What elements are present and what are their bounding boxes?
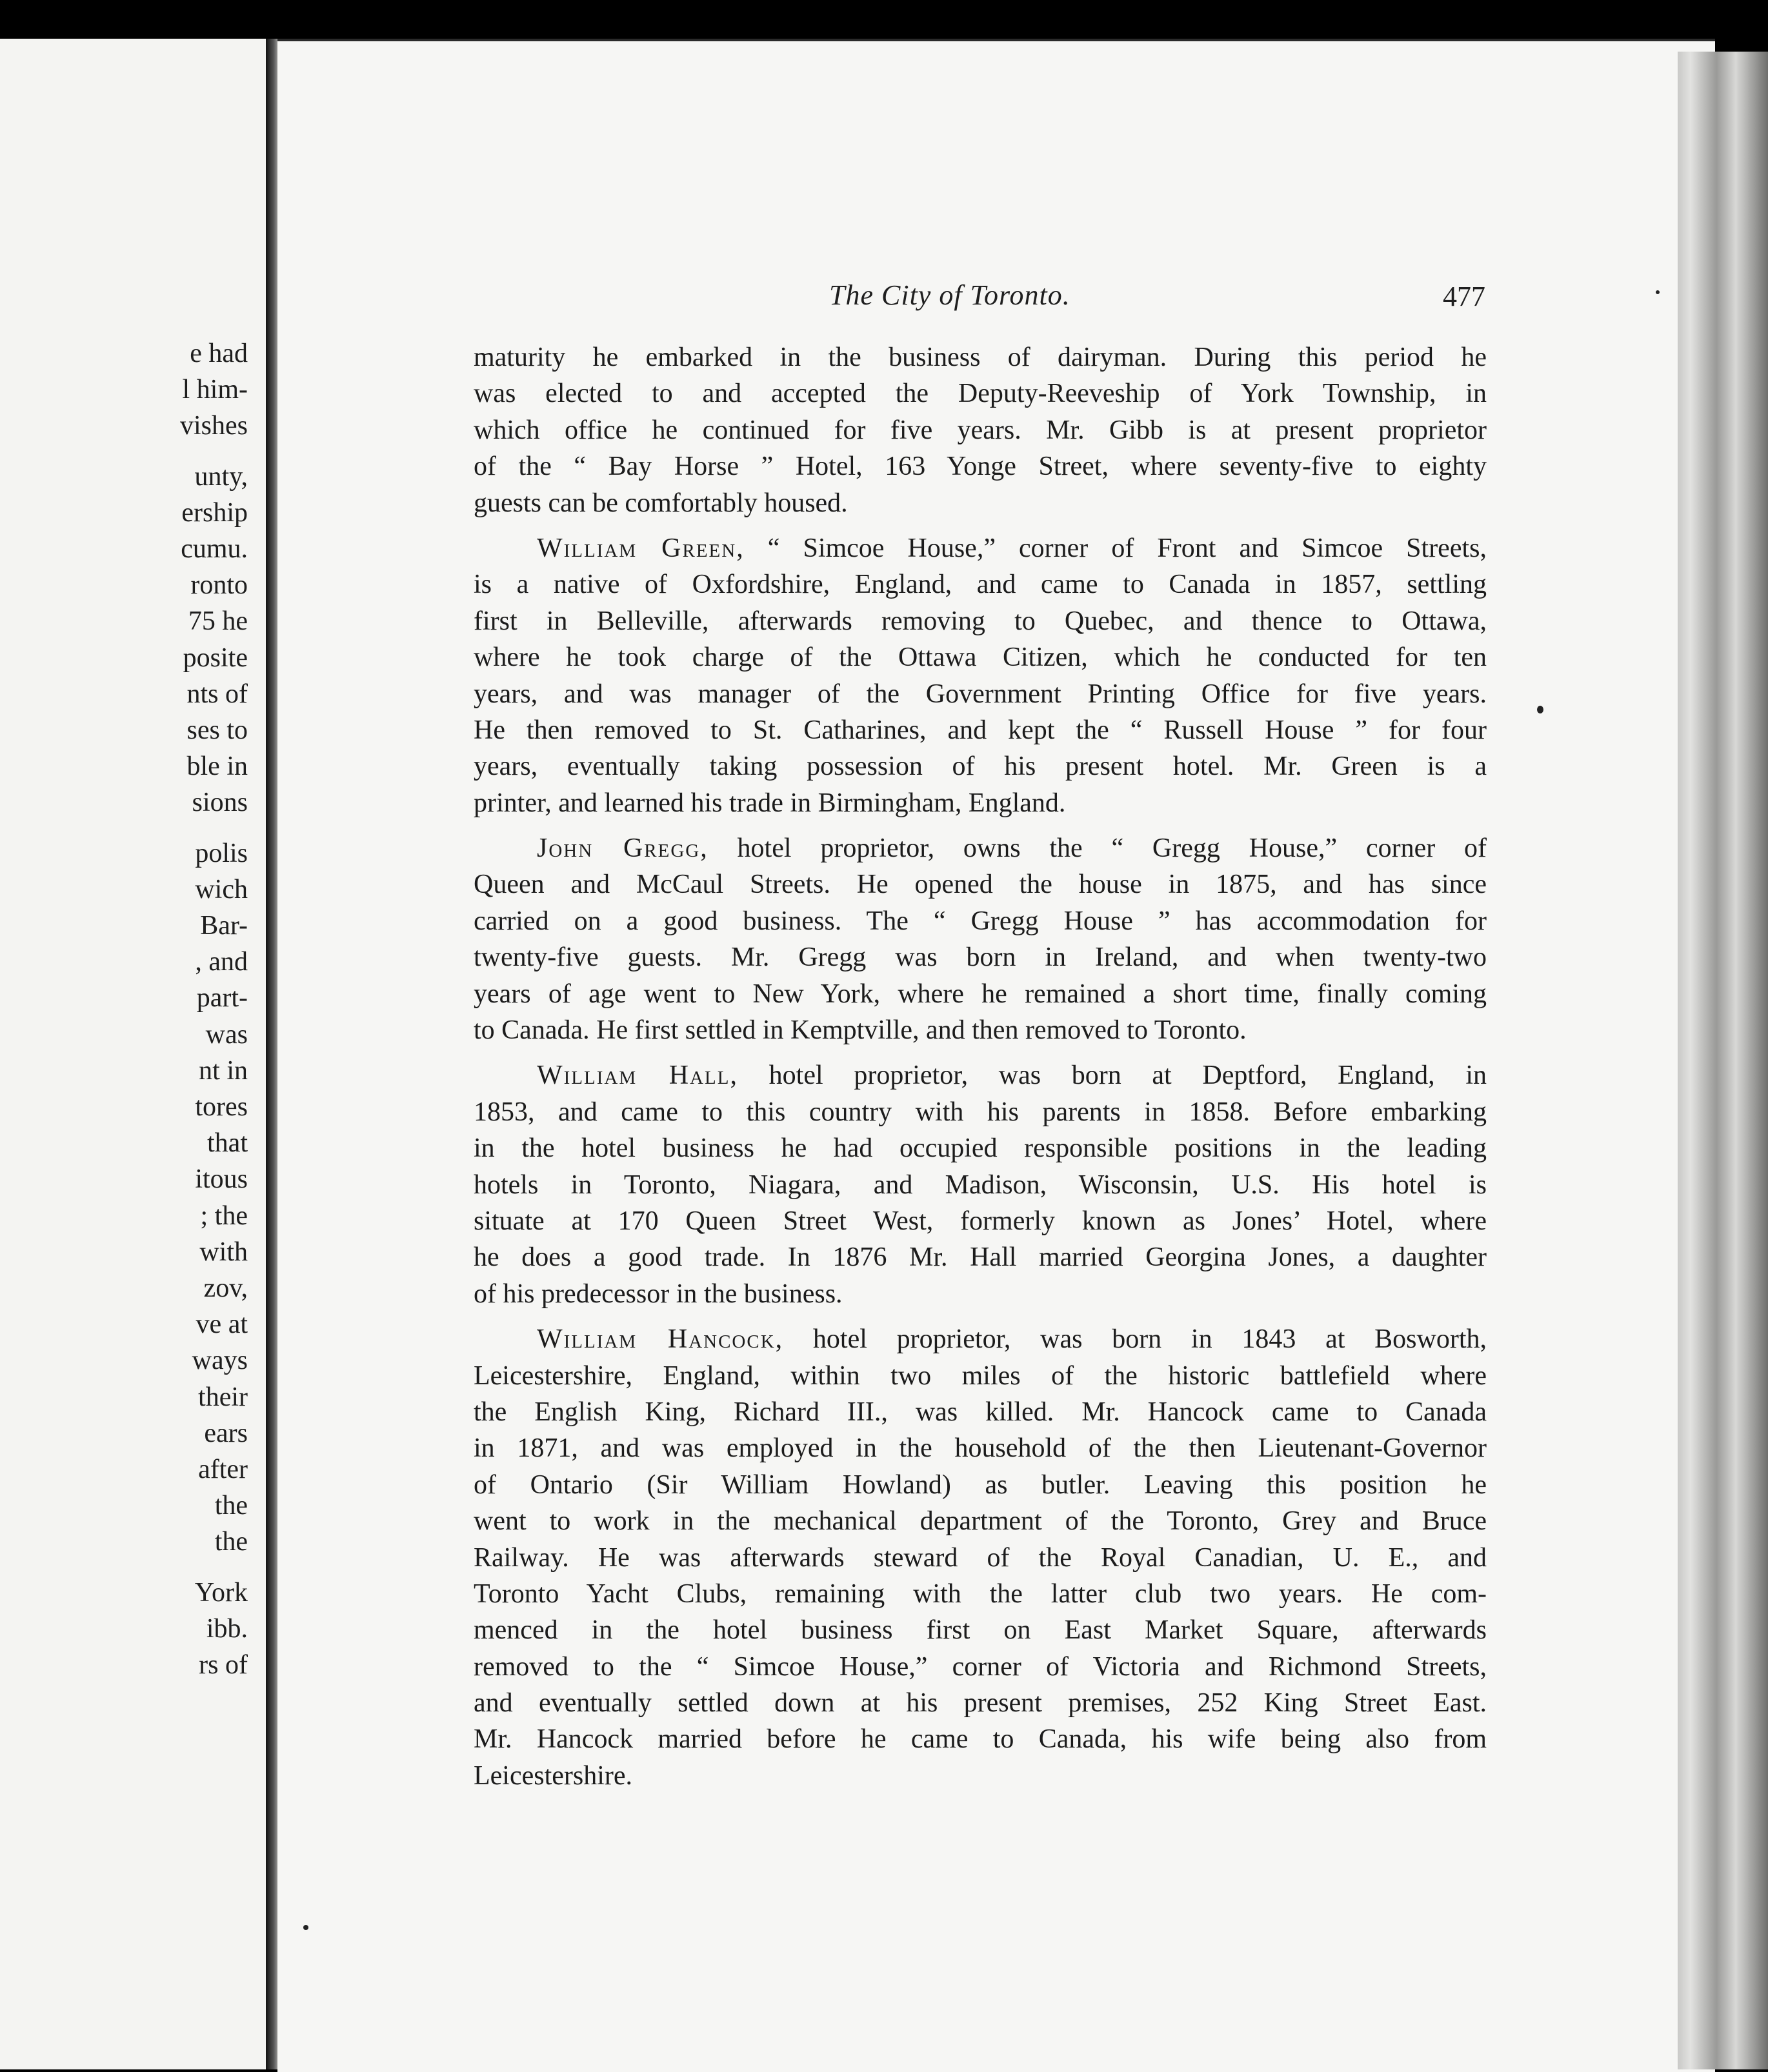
- line-text: 1853, and came to this country with his parents in 1858. Before embarking: [474, 1097, 1487, 1127]
- line-text: Mr. Hancock married before he came to Canada, his wife being also from: [474, 1724, 1487, 1755]
- line-text: Leicestershire, England, within two miles of the historic battlefield where: [474, 1360, 1487, 1391]
- paragraph: [474, 530, 1487, 821]
- line-text: hotel proprietor, owns the “ Gregg House,” corner of: [708, 833, 1487, 864]
- line-text: years, eventually taking possession of his present hotel. Mr. Green is a: [474, 752, 1487, 782]
- line-text: first in Belleville, afterwards removing to Quebec, and thence to Ottawa,: [474, 606, 1487, 636]
- facing-page-fragment: [0, 39, 270, 2069]
- paragraph: [474, 830, 1487, 1048]
- line-text: hotel proprietor, was born at Deptford, England, in: [738, 1061, 1487, 1091]
- facing-page-text-fragment: wich: [195, 874, 248, 904]
- facing-page-text-fragment: rs of: [199, 1650, 248, 1680]
- facing-page-text-fragment: cumu.: [181, 534, 248, 564]
- text-line: [474, 1612, 1487, 1648]
- text-line: [474, 448, 1487, 484]
- line-text: Queen and McCaul Streets. He opened the house in 1875, and has since: [474, 870, 1487, 900]
- facing-page-text-fragment: that: [207, 1128, 248, 1159]
- paragraph: [474, 1057, 1487, 1312]
- line-text: removed to the “ Simcoe House,” corner of Victoria and Richmond Streets,: [474, 1651, 1487, 1682]
- entry-name: William Hancock,: [537, 1324, 784, 1355]
- line-text: Toronto Yacht Clubs, remaining with the latter club two years. He com-: [474, 1579, 1487, 1609]
- line-text: situate at 170 Queen Street West, formerly known as Jones’ Hotel, where: [474, 1206, 1487, 1236]
- text-line: [474, 566, 1487, 603]
- text-line: [474, 530, 1487, 566]
- facing-page-text-fragment: ; the: [200, 1200, 248, 1231]
- entry-name: William Green,: [537, 533, 745, 563]
- line-text: of his predecessor in the business.: [474, 1279, 843, 1309]
- facing-page-text-fragment: Bar-: [200, 911, 248, 941]
- facing-page-text-fragment: l him-: [182, 375, 248, 405]
- text-line: [474, 1430, 1487, 1466]
- line-text: he does a good trade. In 1876 Mr. Hall married Georgina Jones, a daughter: [474, 1242, 1487, 1273]
- line-text: where he took charge of the Ottawa Citizen, which he conducted for ten: [474, 643, 1487, 673]
- line-text: menced in the hotel business first on East Market Square, afterwards: [474, 1615, 1487, 1646]
- text-line: [474, 639, 1487, 675]
- facing-page-text-fragment: with: [199, 1237, 248, 1267]
- facing-page-text-fragment: nt in: [199, 1055, 248, 1086]
- facing-page-text-fragment: polis: [195, 838, 248, 868]
- facing-page-text-fragment: ble in: [186, 752, 248, 782]
- facing-page-text-fragment: itous: [195, 1164, 248, 1195]
- line-text: and eventually settled down at his present premises, 252 King Street East.: [474, 1688, 1487, 1718]
- text-line: [474, 1540, 1487, 1576]
- page-stack-edge: [1678, 52, 1768, 2069]
- text-line: [474, 1239, 1487, 1275]
- speck: [303, 1925, 308, 1930]
- body-text: [474, 339, 1487, 1803]
- text-line: [474, 1649, 1487, 1685]
- paragraph: [474, 339, 1487, 521]
- facing-page-text-fragment: the: [214, 1491, 248, 1521]
- speck: [1656, 290, 1660, 294]
- text-line: [474, 903, 1487, 939]
- text-line: [474, 1576, 1487, 1612]
- facing-page-text-fragment: nts of: [186, 679, 248, 709]
- line-text: in the hotel business he had occupied responsible positions in the leading: [474, 1133, 1487, 1164]
- text-line: [474, 1057, 1487, 1093]
- line-text: is a native of Oxfordshire, England, and came to Canada in 1857, settling: [474, 570, 1487, 600]
- text-line: [474, 1721, 1487, 1757]
- text-line: [474, 976, 1487, 1012]
- facing-page-text-fragment: ve at: [196, 1310, 248, 1340]
- facing-page-text-fragment: ronto: [190, 570, 248, 601]
- line-text: Railway. He was afterwards steward of the Royal Canadian, U. E., and: [474, 1542, 1487, 1573]
- facing-page-text-fragment: ibb.: [206, 1613, 248, 1644]
- text-line: [474, 1394, 1487, 1430]
- line-text: carried on a good business. The “ Gregg House ” has accommodation for: [474, 906, 1487, 936]
- text-line: [474, 1167, 1487, 1203]
- facing-page-text-fragment: unty,: [194, 461, 248, 492]
- line-text: in 1871, and was employed in the household of the then Lieutenant-Governor: [474, 1433, 1487, 1464]
- facing-page-text-fragment: tores: [195, 1092, 248, 1122]
- text-line: [474, 1467, 1487, 1503]
- text-line: [474, 830, 1487, 866]
- text-line: [474, 748, 1487, 784]
- text-line: [474, 1012, 1487, 1048]
- text-line: [474, 339, 1487, 375]
- text-line: [474, 1203, 1487, 1239]
- facing-page-text-fragment: zov,: [203, 1273, 248, 1303]
- line-text: years, and was manager of the Government Printing Office for five years.: [474, 679, 1487, 709]
- entry-name: John Gregg,: [537, 833, 708, 864]
- text-line: [474, 712, 1487, 748]
- facing-page-text-fragment: was: [205, 1019, 248, 1050]
- line-text: guests can be comfortably housed.: [474, 488, 848, 518]
- page-number: 477: [1443, 281, 1485, 312]
- line-text: to Canada. He first settled in Kemptville, and then removed to Toronto.: [474, 1015, 1247, 1046]
- running-head: The City of Toronto.: [829, 279, 1070, 311]
- facing-page-text-fragment: ses to: [186, 715, 248, 745]
- facing-page-text-fragment: 75 he: [188, 606, 248, 637]
- line-text: twenty-five guests. Mr. Gregg was born in Ireland, and when twenty-two: [474, 942, 1487, 973]
- text-line: [474, 1130, 1487, 1166]
- line-text: printer, and learned his trade in Birmingham, England.: [474, 788, 1066, 818]
- facing-page-text-fragment: vishes: [180, 411, 248, 441]
- text-line: [474, 1503, 1487, 1539]
- text-line: [474, 676, 1487, 712]
- facing-page-text-fragment: e had: [190, 339, 248, 368]
- line-text: hotel proprietor, was born in 1843 at Bosworth,: [783, 1324, 1487, 1355]
- text-line: [474, 375, 1487, 412]
- line-text: of Ontario (Sir William Howland) as butler. Leaving this position he: [474, 1469, 1487, 1500]
- facing-page-text-fragment: ership: [181, 497, 248, 528]
- facing-page-text-fragment: York: [194, 1577, 248, 1608]
- paragraph: [474, 1321, 1487, 1794]
- facing-page-text-fragment: their: [198, 1382, 248, 1412]
- text-line: [474, 1685, 1487, 1721]
- facing-page-text-fragment: part-: [196, 983, 248, 1013]
- entry-name: William Hall,: [537, 1061, 738, 1091]
- text-line: [474, 485, 1487, 521]
- line-text: was elected to and accepted the Deputy-Reeveship of York Township, in: [474, 379, 1487, 409]
- facing-page-text-fragment: sions: [192, 788, 248, 818]
- text-line: [474, 1094, 1487, 1130]
- text-line: [474, 785, 1487, 821]
- text-line: [474, 412, 1487, 448]
- text-line: [474, 866, 1487, 902]
- line-text: “ Simcoe House,” corner of Front and Simcoe Streets,: [744, 533, 1487, 563]
- text-line: [474, 1758, 1487, 1794]
- line-text: maturity he embarked in the business of dairyman. During this period he: [474, 343, 1487, 372]
- line-text: years of age went to New York, where he remained a short time, finally coming: [474, 979, 1487, 1009]
- facing-page-text-fragment: ears: [204, 1418, 248, 1448]
- line-text: He then removed to St. Catharines, and kept the “ Russell House ” for four: [474, 715, 1487, 745]
- facing-page-text-fragment: the: [214, 1527, 248, 1557]
- text-line: [474, 1276, 1487, 1312]
- line-text: which office he continued for five years. Mr. Gibb is at present proprietor: [474, 415, 1487, 445]
- text-line: [474, 939, 1487, 975]
- facing-page-text-fragment: after: [198, 1455, 248, 1484]
- line-text: went to work in the mechanical department of the Toronto, Grey and Bruce: [474, 1506, 1487, 1537]
- speck: [1537, 706, 1543, 713]
- facing-page-text-fragment: posite: [183, 643, 248, 673]
- text-line: [474, 603, 1487, 639]
- text-line: [474, 1358, 1487, 1394]
- line-text: of the “ Bay Horse ” Hotel, 163 Yonge Street, where seventy-five to eighty: [474, 452, 1487, 482]
- line-text: hotels in Toronto, Niagara, and Madison, Wisconsin, U.S. His hotel is: [474, 1170, 1487, 1200]
- line-text: Leicestershire.: [474, 1760, 633, 1791]
- facing-page-text-fragment: ways: [192, 1346, 248, 1376]
- text-line: [474, 1321, 1487, 1357]
- facing-page-text-fragment: , and: [195, 947, 248, 977]
- line-text: the English King, Richard III., was killed. Mr. Hancock came to Canada: [474, 1397, 1487, 1427]
